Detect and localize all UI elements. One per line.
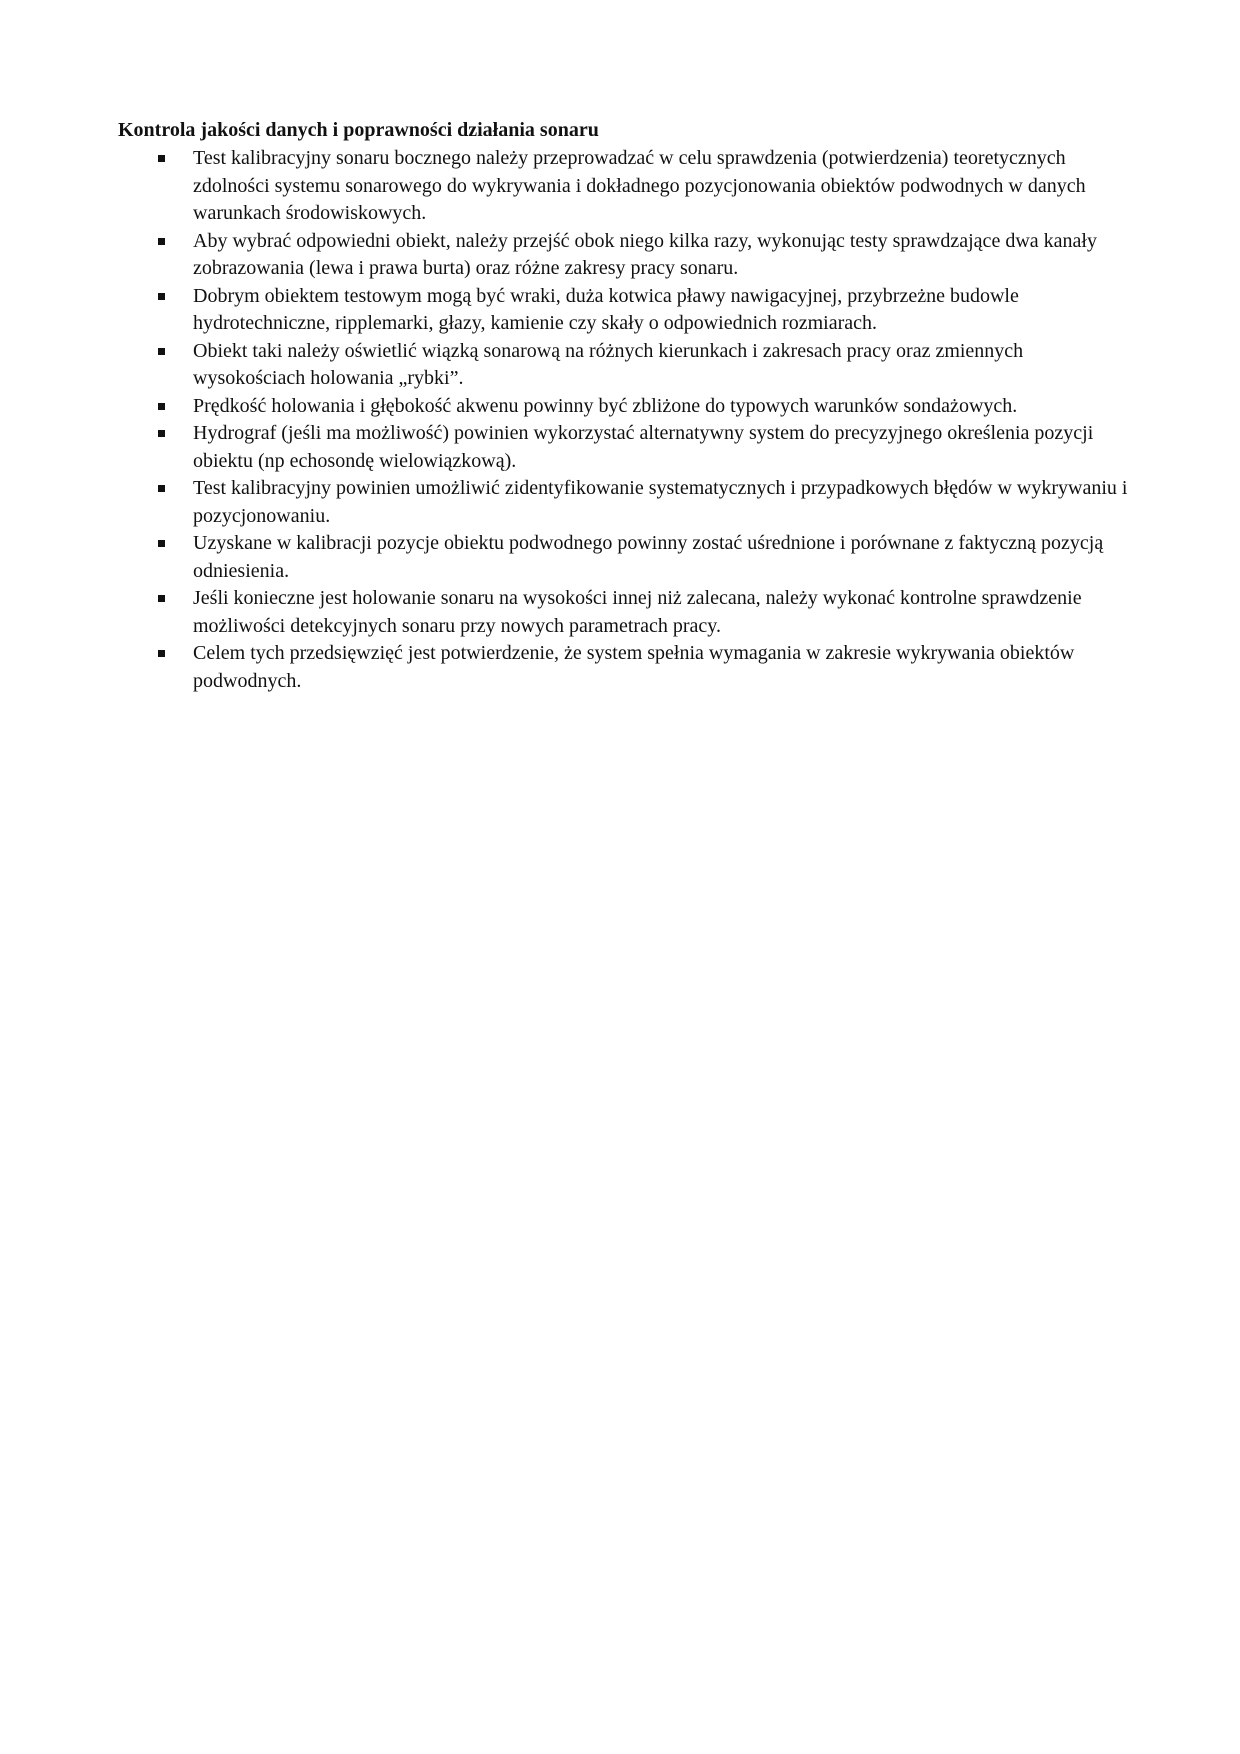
list-item-text: Celem tych przedsięwzięć jest potwierdzenie, że system spełnia wymagania w zakresie wykrywania obiektów podwodnych. [193,642,1075,692]
list-item-text: Prędkość holowania i głębokość akwenu powinny być zbliżone do typowych warunków sondażowych. [193,394,1018,417]
list-item [0,338,1133,393]
square-bullet-icon [158,293,165,300]
square-bullet-icon [158,155,165,162]
list-item-text: Aby wybrać odpowiedni obiekt, należy przejść obok niego kilka razy, wykonując testy sprawdzające dwa kanały zobrazowania (lewa i prawa burta) oraz różne zakresy pracy sonaru. [193,229,1097,279]
list-item [0,228,1133,283]
list-item-text: Test kalibracyjny powinien umożliwić zidentyfikowanie systematycznych i przypadkowych błędów w wykrywaniu i pozycjonowaniu. [193,477,1128,527]
document-heading: Kontrola jakości danych i poprawności działania sonaru [118,119,599,141]
square-bullet-icon [158,485,165,492]
square-bullet-icon [158,650,165,657]
list-item [0,640,1133,695]
list-item-text: Jeśli konieczne jest holowanie sonaru na wysokości innej niż zalecana, należy wykonać kontrolne sprawdzenie możliwości detekcyjnych sonaru przy nowych parametrach pracy. [193,587,1082,637]
square-bullet-icon [158,238,165,245]
square-bullet-icon [158,348,165,355]
list-item [0,585,1133,640]
bullet-list [0,145,1240,695]
list-item-text: Uzyskane w kalibracji pozycje obiektu podwodnego powinny zostać uśrednione i porównane z faktyczną pozycją odniesienia. [193,532,1104,582]
list-item-text: Obiekt taki należy oświetlić wiązką sonarową na różnych kierunkach i zakresach pracy oraz zmiennych wysokościach holowania „rybki”. [193,339,1024,389]
square-bullet-icon [158,430,165,437]
list-item [0,530,1133,585]
list-item-text: Dobrym obiektem testowym mogą być wraki, duża kotwica pławy nawigacyjnej, przybrzeżne budowle hydrotechniczne, ripplemarki, głazy, kamienie czy skały o odpowiednich rozmiarach. [193,284,1019,334]
square-bullet-icon [158,403,165,410]
list-item-text: Test kalibracyjny sonaru bocznego należy przeprowadzać w celu sprawdzenia (potwierdzenia) teoretycznych zdolności systemu sonarowego do wykrywania i dokładnego pozycjonowania obiektów podwodnych w danych warunkach środowiskowych. [193,147,1086,224]
list-item [0,420,1133,475]
list-item-text: Hydrograf (jeśli ma możliwość) powinien wykorzystać alternatywny system do precyzyjnego określenia pozycji obiektu (np echosondę wielowiązkową). [193,422,1094,472]
square-bullet-icon [158,540,165,547]
list-item [0,283,1133,338]
list-item [0,145,1133,228]
list-item [0,475,1133,530]
square-bullet-icon [158,595,165,602]
list-item [0,393,1133,421]
